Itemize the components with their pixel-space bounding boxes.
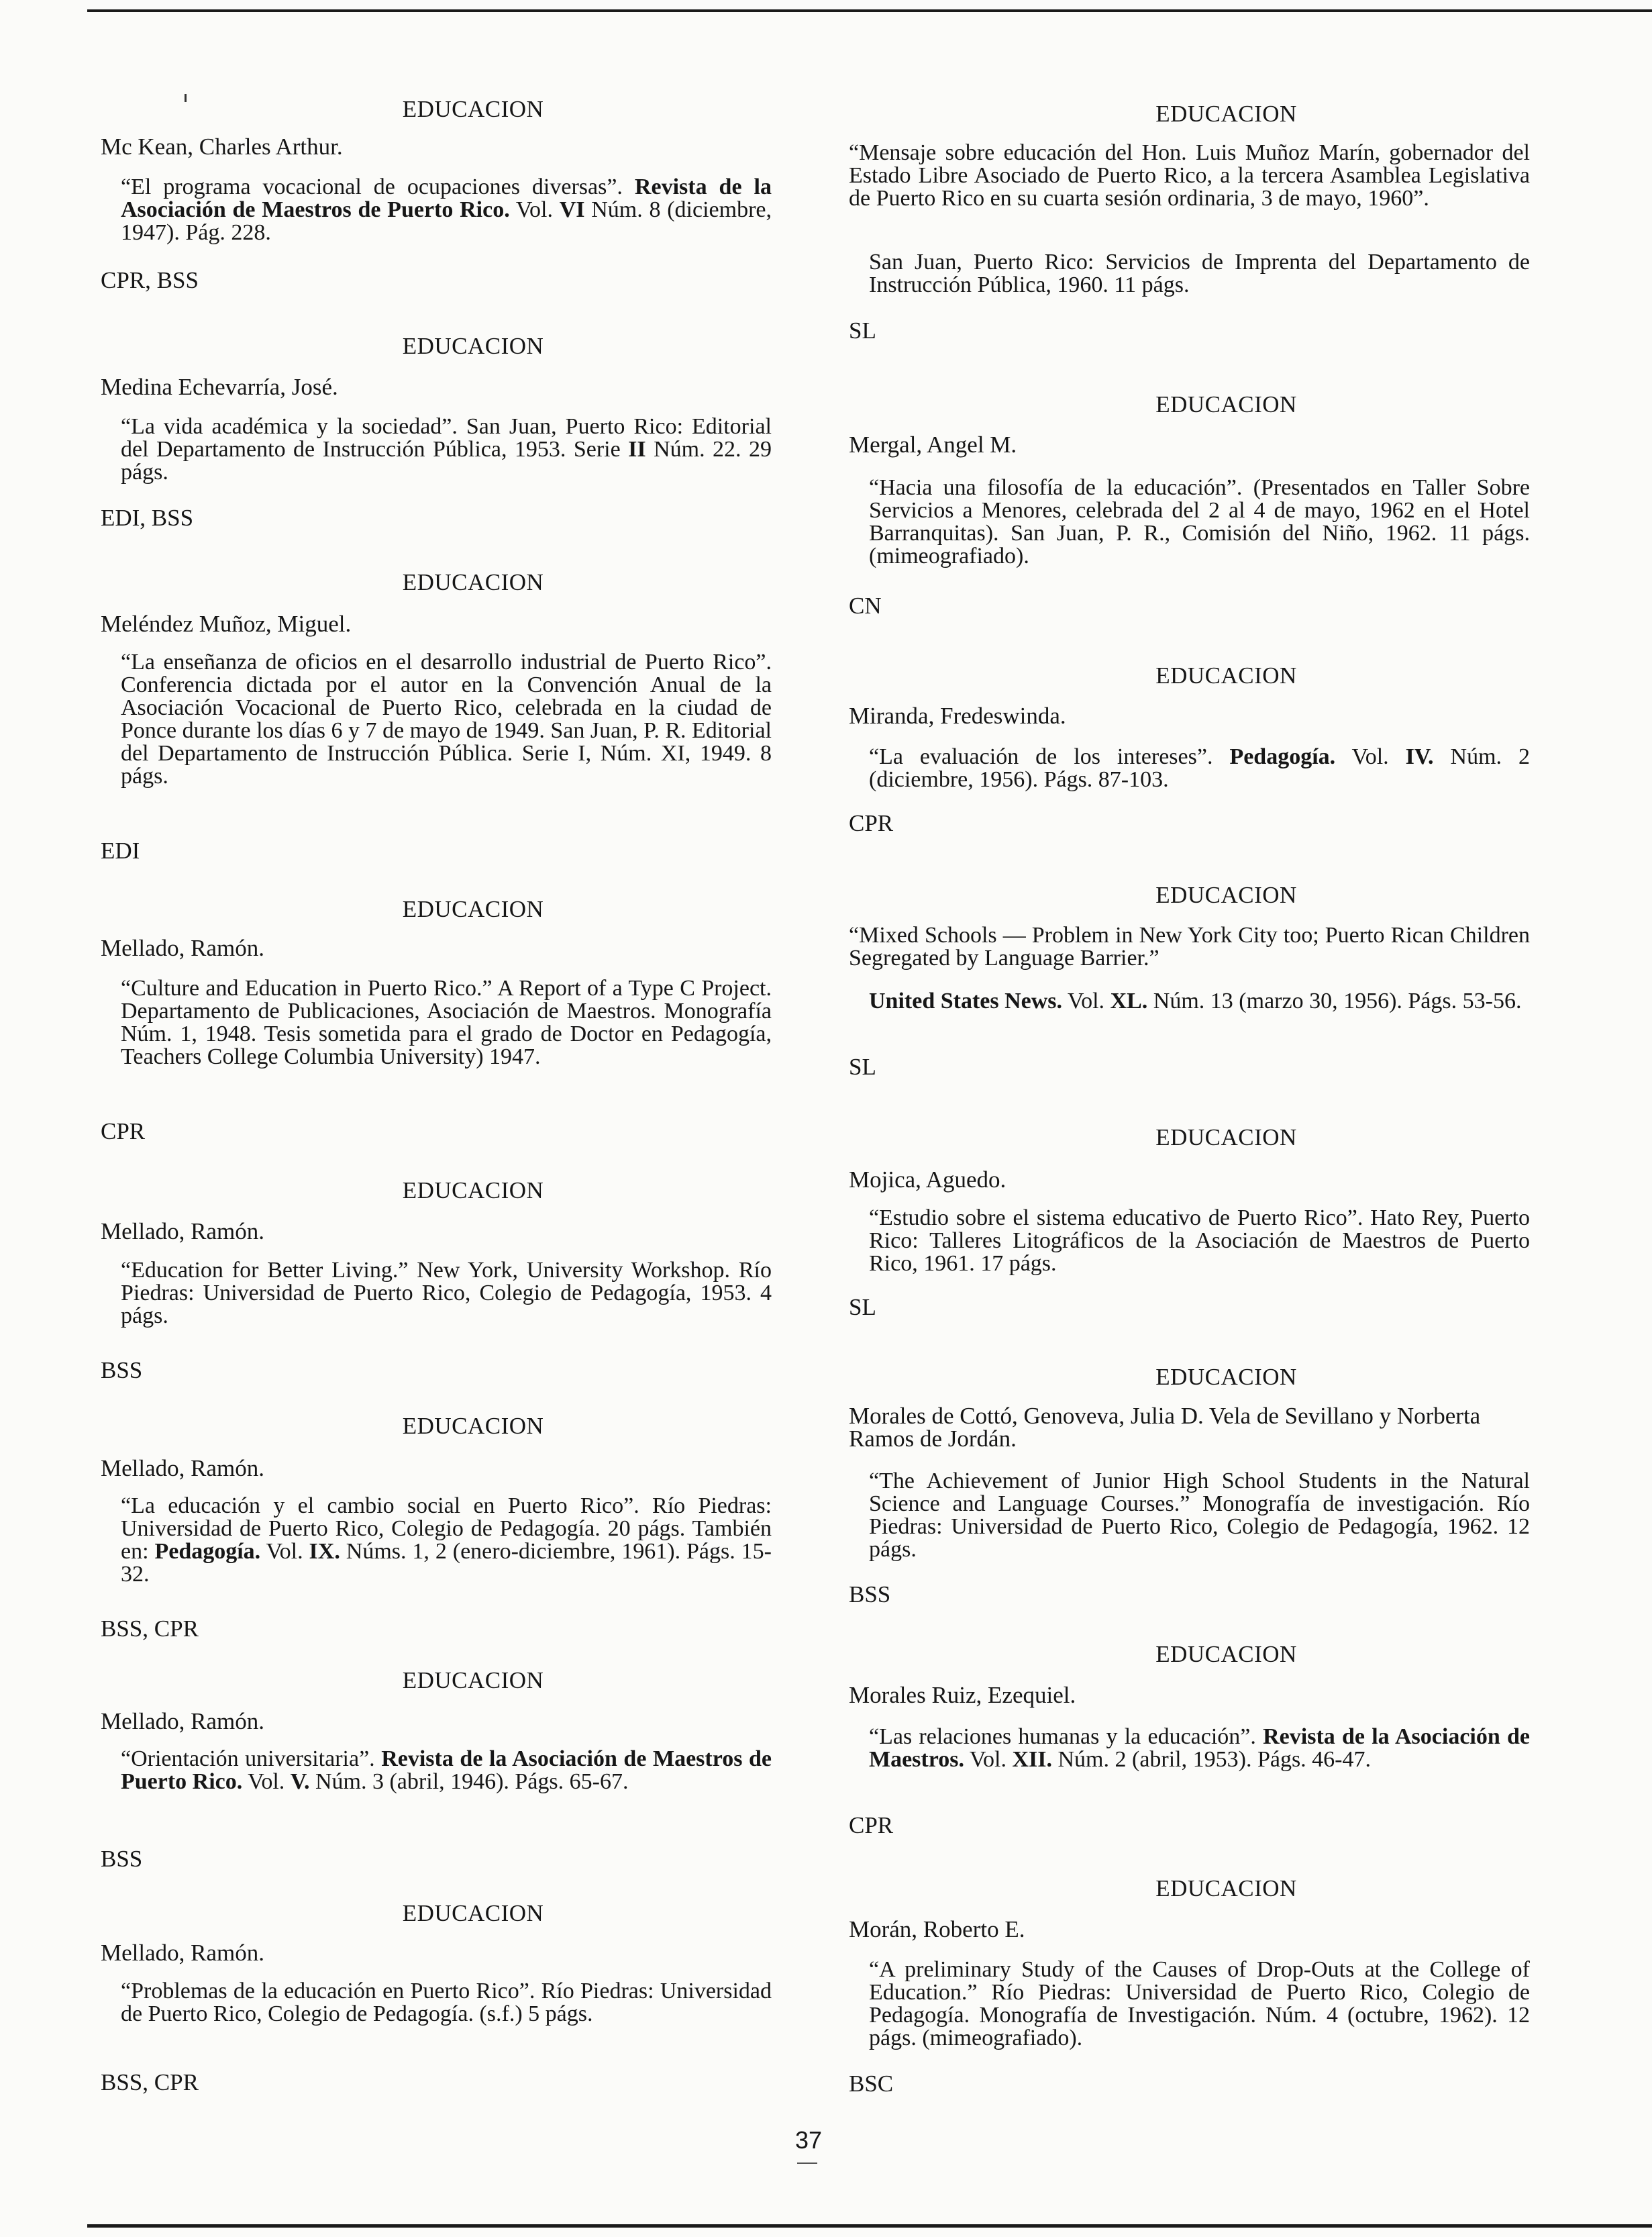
- page-number-underline: [797, 2163, 817, 2164]
- entry-author: Morán, Roberto E.: [849, 1916, 1025, 1942]
- entry-topic: EDUCACION: [1155, 882, 1297, 908]
- entry-author: Morales Ruiz, Ezequiel.: [849, 1682, 1076, 1708]
- entry-author: Miranda, Fredeswinda.: [849, 703, 1066, 729]
- entry-topic: EDUCACION: [402, 333, 544, 359]
- entry-location: CPR: [849, 810, 894, 836]
- entry-body: “Education for Better Living.” New York, University Workshop. Río Piedras: Universidad de Puerto Rico, Colegio de Pedagogía, 1953. 4 págs.: [121, 1258, 772, 1328]
- entry-location: SL: [849, 1054, 876, 1080]
- entry-author: Mellado, Ramón.: [101, 1218, 264, 1244]
- entry-author: Mellado, Ramón.: [101, 1455, 264, 1481]
- entry-body: “El programa vocacional de ocupaciones diversas”. Revista de la Asociación de Maestros de Puerto Rico. Vol. VI Núm. 8 (diciembre, 1947). Pág. 228.: [121, 175, 772, 245]
- bottom-rule: [87, 2224, 1652, 2228]
- entry-body: “La educación y el cambio social en Puerto Rico”. Río Piedras: Universidad de Puerto Rico, Colegio de Pedagogía. 20 págs. También en: Pedagogía. Vol. IX. Núms. 1, 2 (enero-diciembre, 1961). Págs. 15-32.: [121, 1493, 772, 1587]
- entry-body: “Estudio sobre el sistema educativo de Puerto Rico”. Hato Rey, Puerto Rico: Talleres Litográficos de la Asociación de Maestros de Puerto Rico, 1961. 17 págs.: [869, 1205, 1530, 1276]
- entry-author: Mojica, Aguedo.: [849, 1166, 1006, 1193]
- top-rule: [87, 9, 1652, 12]
- entry-topic: EDUCACION: [402, 1177, 544, 1203]
- entry-author: Medina Echevarría, José.: [101, 374, 338, 400]
- entry-location: BSS: [101, 1846, 143, 1872]
- entry-location: SL: [849, 1294, 876, 1320]
- entry-location: BSS, CPR: [101, 1615, 199, 1642]
- entry-topic: EDUCACION: [1155, 101, 1297, 127]
- entry-body: “La vida académica y la sociedad”. San Juan, Puerto Rico: Editorial del Departamento de Instrucción Pública, 1953. Serie II Núm. 22. 29 págs.: [121, 414, 772, 485]
- entry-body: “Hacia una filosofía de la educación”. (Presentados en Taller Sobre Servicios a Menores, celebrada del 2 al 4 de mayo, 1962 en el Hotel Barranquitas). San Juan, P. R., Comisión del Niño, 1962. 11 págs. (mimeografiado).: [869, 475, 1530, 568]
- entry-body: “Mensaje sobre educación del Hon. Luis Muñoz Marín, gobernador del Estado Libre Asociado de Puerto Rico, a la tercera Asamblea Legislativa de Puerto Rico en su cuarta sesión ordinaria, 3 de mayo, 1960”.: [849, 140, 1530, 211]
- entry-location: BSS, CPR: [101, 2069, 199, 2095]
- entry-body: “Orientación universitaria”. Revista de la Asociación de Maestros de Puerto Rico. Vol. V. Núm. 3 (abril, 1946). Págs. 65-67.: [121, 1746, 772, 1794]
- entry-location: CPR, BSS: [101, 267, 199, 293]
- entry-topic: EDUCACION: [402, 1413, 544, 1439]
- entry-topic: EDUCACION: [1155, 1124, 1297, 1150]
- entry-body-source: United States News. Vol. XL. Núm. 13 (marzo 30, 1956). Págs. 53-56.: [869, 989, 1522, 1013]
- entry-author: Meléndez Muñoz, Miguel.: [101, 611, 352, 637]
- entry-location: CPR: [101, 1118, 146, 1144]
- entry-topic: EDUCACION: [1155, 1875, 1297, 1901]
- entry-location: CN: [849, 593, 882, 619]
- entry-body: “Las relaciones humanas y la educación”. Revista de la Asociación de Maestros. Vol. XII. Núm. 2 (abril, 1953). Págs. 46-47.: [869, 1724, 1530, 1772]
- entry-author: Mergal, Angel M.: [849, 432, 1017, 458]
- entry-location: BSS: [849, 1581, 891, 1607]
- entry-location: SL: [849, 317, 876, 344]
- entry-topic: EDUCACION: [402, 96, 544, 122]
- entry-topic: EDUCACION: [1155, 1364, 1297, 1390]
- entry-location: CPR: [849, 1812, 894, 1838]
- entry-body: “La evaluación de los intereses”. Pedagogía. Vol. IV. Núm. 2 (diciembre, 1956). Págs. 87-103.: [869, 744, 1530, 792]
- entry-topic: EDUCACION: [402, 896, 544, 922]
- entry-body: “A preliminary Study of the Causes of Drop-Outs at the College of Education.” Río Piedras: Universidad de Puerto Rico, Colegio de Pedagogía. Monografía de Investigación. Núm. 4 (octubre, 1962). 12 págs. (mimeografiado).: [869, 1957, 1530, 2050]
- entry-topic: EDUCACION: [1155, 391, 1297, 417]
- entry-author: Mellado, Ramón.: [101, 1708, 264, 1734]
- entry-location: BSC: [849, 2071, 894, 2097]
- entry-body: “Mixed Schools — Problem in New York City too; Puerto Rican Children Segregated by Language Barrier.”: [849, 923, 1530, 971]
- entry-body: “La enseñanza de oficios en el desarrollo industrial de Puerto Rico”. Conferencia dictada por el autor en la Convención Anual de la Asociación Vocacional de Puerto Rico, celebrada en la ciudad de Ponce durante los días 6 y 7 de mayo de 1949. San Juan, P. R. Editorial del Departamento de Instrucción Pública. Serie I, Núm. XI, 1949. 8 págs.: [121, 650, 772, 789]
- entry-topic: EDUCACION: [402, 569, 544, 595]
- entry-body: “Culture and Education in Puerto Rico.” A Report of a Type C Project. Departamento de Publicaciones, Asociación de Maestros. Monografía Núm. 1, 1948. Tesis sometida para el grado de Doctor en Pedagogía, Teachers College Columbia University) 1947.: [121, 976, 772, 1069]
- page-number: 37: [795, 2126, 823, 2154]
- entry-author: Mc Kean, Charles Arthur.: [101, 134, 343, 160]
- entry-body: “Problemas de la educación en Puerto Rico”. Río Piedras: Universidad de Puerto Rico, Colegio de Pedagogía. (s.f.) 5 págs.: [121, 1979, 772, 2026]
- entry-author: Mellado, Ramón.: [101, 1940, 264, 1966]
- entry-location: BSS: [101, 1357, 143, 1383]
- entry-author: Mellado, Ramón.: [101, 935, 264, 961]
- entry-topic: EDUCACION: [402, 1900, 544, 1926]
- entry-body-publisher: San Juan, Puerto Rico: Servicios de Imprenta del Departamento de Instrucción Pública, 1960. 11 págs.: [869, 250, 1530, 297]
- entry-location: EDI: [101, 838, 140, 864]
- entry-topic: EDUCACION: [1155, 662, 1297, 689]
- entry-location: EDI, BSS: [101, 505, 194, 531]
- entry-topic: EDUCACION: [1155, 1641, 1297, 1667]
- entry-body: “The Achievement of Junior High School Students in the Natural Science and Language Courses.” Monografía de investigación. Río Piedras: Universidad de Puerto Rico, Colegio de Pedagogía, 1962. 12 págs.: [869, 1469, 1530, 1562]
- entry-topic: EDUCACION: [402, 1667, 544, 1693]
- entry-author: Morales de Cottó, Genoveva, Julia D. Vela de Sevillano y Norberta Ramos de Jordán.: [849, 1403, 1481, 1452]
